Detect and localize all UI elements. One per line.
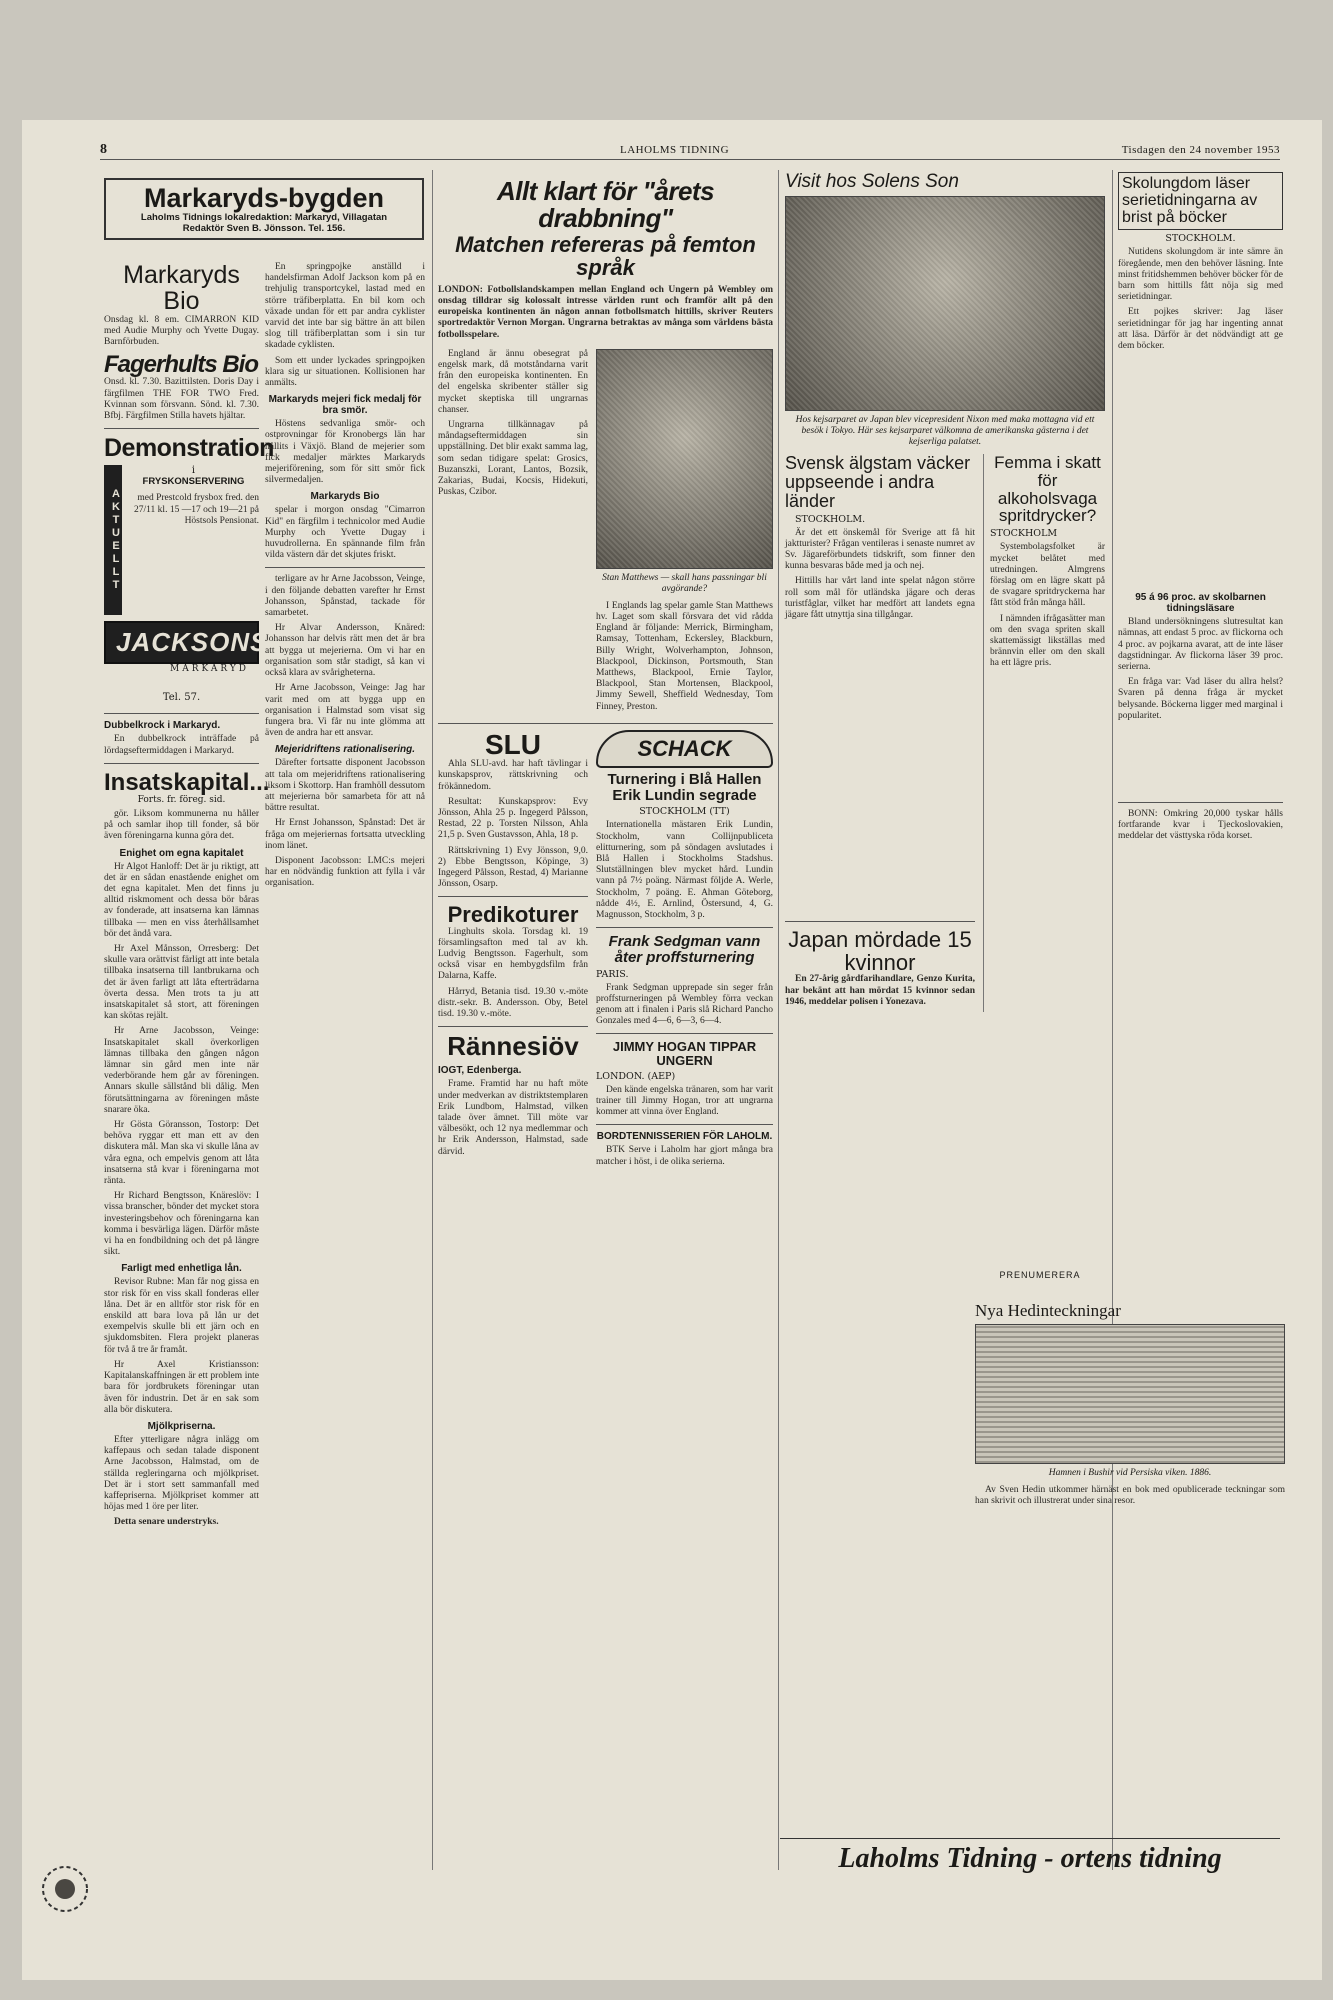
paragraph: gör. Liksom kommunerna nu håller på och samlar ihop till fonder, så bör även föreningarna kunna göra det.	[104, 808, 259, 842]
subheading: IOGT, Edenberga.	[438, 1065, 522, 1077]
paragraph: I Englands lag spelar gamle Stan Matthews hv. Laget som skall försvara det vid rådda England är följande: Merrick, Birmingham, Ramsay, Tottenham, Eckersley, Blackburn, Billy Wright, Wolverhampton, Johnson, Blackpool, Dickinson, Portsmouth, Stan Matthews, Blackpool, Ernie Taylor, Blackpool, Stan Mortensen, Blackpool, Jimmy Sewell, Sheffield Wednesday, Tom Finney, Preston.	[596, 600, 773, 712]
headline: Nya Hedinteckningar	[975, 1301, 1121, 1320]
subheading: 95 á 96 proc. av skolbarnen tidningsläsare	[1135, 592, 1266, 615]
cinema-title: Fagerhults Bio	[104, 351, 259, 379]
section-title: Markaryds-bygden	[143, 183, 385, 213]
subheading: Markaryds Bio	[310, 491, 380, 503]
divider	[104, 428, 259, 429]
paragraph: Hr Arne Jacobsson, Veinge: Insatskapitalet skall överkorligen lämnas tillbaka den gången någon lämnar sin gård men inte när vederbörande hem går av föreningen. Annars skulle sällstånd bli dålig. Men förutsättningarna av föreningen måste snarare öka.	[104, 1026, 259, 1115]
section-editor: Redaktör Sven B. Jönsson. Tel. 156.	[182, 223, 346, 235]
paragraph: terligare av hr Arne Jacobsson, Veinge, i den följande debatten varefter hr Ernst Johansson, Spånstad, tackade för samarbetet.	[265, 574, 425, 619]
dateline: STOCKHOLM	[990, 528, 1058, 540]
dateline: PARIS.	[596, 968, 629, 980]
column-rule	[432, 170, 433, 1870]
column-3	[438, 178, 773, 1868]
paragraph: I nämnden ifrågasätter man om den svaga spriten skall skattemässigt likställas med brännvin eller om den skall ha ett lägre pris.	[990, 613, 1105, 669]
paragraph: Ett pojkes skriver: Jag läser serietidningar för jag har ingenting annat att läsa. Därför är det nödvändigt att ge dem böcker.	[1118, 307, 1283, 352]
ad-phone: Tel. 57.	[162, 692, 201, 704]
photo-caption: Hamnen i Bushir vid Persiska viken. 1886.	[1048, 1467, 1212, 1478]
headline: Japan mördade 15 kvinnor	[788, 927, 972, 976]
subscribe-label: PRENUMERERA	[999, 1270, 1081, 1280]
ad-vertical-label: AKTUELLT	[104, 465, 122, 615]
paragraph: Internationella mästaren Erik Lundin, Stockholm, vann Collijnpubliceta elitturnering, som på söndagen avslutades i Blå Hallen i Stockholms Stadshus. Slutställningen blev mycket hård. Lundin vann på 7½ poäng. Närmast följde A. Werle, Stockholm, 7 poäng. E. Ahman Göteborg, nådde 4½, E. Arnlind, Östersund, 4, G. Magnusson, Stockholm, 3 p.	[596, 820, 773, 920]
paragraph: BTK Serve i Laholm har gjort många bra matcher i höst, i de olika serierna.	[596, 1145, 773, 1167]
divider	[104, 763, 259, 764]
subscribe-note	[975, 1270, 1105, 1290]
page-number: 8	[100, 142, 108, 157]
ink-stamp-icon	[36, 1860, 94, 1918]
section-header	[104, 178, 424, 240]
divider	[596, 1124, 773, 1125]
paragraph: Hr Alvar Andersson, Knäred: Johansson har delvis rätt men det är bra att bygga ut mejerierna. Om vi har en organisation som står stadigt, så kan vi också klara av svårigheterna.	[265, 623, 425, 679]
paragraph: Hr Richard Bengtsson, Knäreslöv: I vissa branscher, bönder det mycket stora investeringsbehov och föreningarna kan komma i besvärliga lägen. Därför måste vi ha en fondbildning och det på längre sikt.	[104, 1191, 259, 1258]
divider	[265, 567, 425, 568]
paragraph: En 27-årig gårdfarihandlare, Genzo Kurita, har bekänt att han mördat 15 kvinnor sedan 1946, meddelar polisen i Yonezava.	[785, 974, 975, 1007]
cinema-listing: Onsd. kl. 7.30. Bazittilsten. Doris Day i färgfilmen THE FOR TWO Fred. Kvinnan som försvann. Sönd. kl. 7.30. Bfbj. Färgfilmen Stilla havets hjältar.	[104, 377, 259, 421]
headline: Frank Sedgman vann åter proffsturnering	[608, 933, 761, 966]
paragraph: Hr Ernst Johansson, Spånstad: Det är fråga om mejeriernas fortsatta utveckling inom länet.	[265, 818, 425, 851]
paragraph: Frank Sedgman upprepade sin seger från proffsturneringen på Wembley förra veckan genom att i finalen i Paris slå Richard Pancho Gonzales med 4—6, 6—3, 6—4.	[596, 982, 773, 1027]
paragraph: Revisor Rubne: Man får nog gissa en stor risk för en viss skall fonderas eller låna. Det är en alltför stor risk för en enskild att bara lova på lån ur det exempelvis skulle bli ett järn och en sjukdomsbiten. Flera projekt planeras för två å tre år framåt.	[104, 1277, 259, 1355]
section-title: Predikoturer	[447, 902, 579, 928]
ad-title: Demonstration	[104, 434, 274, 463]
article-subtitle: Forts. fr. föreg. sid.	[137, 794, 226, 805]
paper-name: LAHOLMS TIDNING	[620, 144, 730, 156]
headline: Femma i skatt för alkoholsvaga spritdrycker?	[994, 452, 1101, 526]
paragraph: spelar i morgon onsdag "Cimarron Kid" en färgfilm i technicolor med Audie Murphy och Yvette Dugay i huvudrollerna. En spännande film från vilda västern där det skjutes friskt.	[265, 505, 425, 561]
jacksons-logo	[104, 621, 269, 664]
paragraph: Disponent Jacobsson: LMC:s mejeri har en nödvändig funktion att fylla i vår organisation.	[265, 855, 425, 889]
column-rule	[1112, 170, 1113, 1870]
masthead	[100, 142, 1280, 160]
dateline: LONDON:	[438, 284, 483, 295]
logo-subtext: MARKARYD	[104, 664, 259, 674]
paragraph: Ungrarna tillkännagav på måndagseftermiddagen sin uppställning. Det blir exakt samma lag, som sedan tidigare spelat: Grosics, Buzanszki, Lorant, Lantos, Bozsik, Zakarias, Budai, Kocsis, Hidekuti, Puskas, Czibor.	[438, 420, 588, 498]
section-subtitle: Laholms Tidnings lokalredaktion: Markaryd, Villagatan	[140, 212, 388, 224]
headline: Allt klart för "årets drabbning"	[496, 176, 715, 234]
section-title: Rännesiöv	[447, 1031, 579, 1062]
paragraph: Hr Algot Hanloff: Det är ju riktigt, att det är en sådan enastående enighet om det egna kapitalet. Men det finns ju alltid riskmoment och dessa bör båras av fonderade, att insatserna kan lämnas tillbaka — men en viss återhållsamhet bör det ändå vara.	[104, 861, 259, 939]
section-title: SLU	[485, 728, 541, 760]
divider	[438, 896, 588, 897]
news-text: En dubbelkrock inträffade på lördagseftermiddagen i Markaryd.	[104, 734, 259, 756]
paragraph: Linghults skola. Torsdag kl. 19 församlingsafton med tal av kh. Ludvig Bengtsson. Fagerhult, som också visar en hembygdsfilm från Dalarna, Kaffe.	[438, 926, 588, 982]
subheading: Mjölkpriserna.	[147, 1420, 216, 1432]
logo-text: JACKSONS	[116, 627, 269, 658]
paragraph: Hr Gösta Göransson, Tostorp: Det behöva ryggar ett man ett av den diskutera mål. Man ska vi skulle låna av våra egna, och empelvis genom att låta insatserna stå kvar i föreningarna mot ränta.	[104, 1120, 259, 1187]
paragraph: Nutidens skolungdom är inte sämre än föregående, men den behöver läsning. Inte minst fritidshemmen behöver böcker för de barn som hittills fått nöja sig med serietidningar.	[1118, 247, 1283, 303]
paragraph: Som ett under lyckades springpojken klara sig ur situationen. Kollisionen har anmälts.	[265, 355, 425, 389]
paragraph: Detta senare understryks.	[114, 1517, 219, 1528]
paragraph: Av Sven Hedin utkommer härnäst en bok med opublicerade teckningar som han skrivit och illustrerat under sina resor.	[975, 1484, 1285, 1507]
cinema-listing: Onsdag kl. 8 em. CIMARRON KID med Audie Murphy och Yvette Dugay. Barnförbuden.	[104, 314, 259, 347]
paragraph: En fråga var: Vad läser du allra helst? Svaren på denna fråga är mycket belysande. Böckerna ligger med marginal i popularitet.	[1118, 677, 1283, 721]
paragraph: England är ännu obesegrat på engelsk mark, då motståndarna varit från den europeiska kontinenten. En del engelska skribenter ställer sig mycket skeptiska till ungrarnas chanser.	[438, 348, 588, 415]
paragraph: Resultat: Kunskapsprov: Evy Jönsson, Ahla 25 p. Ingegerd Pålsson, Restad, 22 p. Torsten Nilsson, Ahla 21,5 p. Sven Gustavsson, Ahla, 18 p.	[438, 796, 588, 841]
article-title: Insatskapital...	[104, 768, 270, 796]
cinema-title: Markaryds Bio	[123, 261, 240, 316]
headline: Matchen refereras på femton språk	[455, 231, 756, 280]
paragraph: Hittills har vårt land inte spelat någon större roll som mål för utländska jägare och deras turistfåglar, vilket har medfört att landets egna jägare fått utnyttja sina tillgångar.	[785, 576, 975, 621]
headline: JIMMY HOGAN TIPPAR UNGERN	[612, 1039, 757, 1069]
issue-date: Tisdagen den 24 november 1953	[1121, 144, 1280, 156]
divider	[596, 1033, 773, 1034]
column-rule	[778, 170, 779, 1870]
divider	[785, 921, 975, 922]
subheading: Markaryds mejeri fick medalj för bra smör.	[268, 394, 422, 417]
headline: Turnering i Blå Hallen	[607, 770, 762, 788]
divider	[438, 723, 773, 724]
subheading: Enighet om egna kapitalet	[119, 847, 244, 859]
subheading: BORDTENNISSERIEN FÖR LAHOLM.	[596, 1131, 773, 1143]
paragraph: Efter ytterligare några inlägg om kaffepaus och sedan talade disponent Arne Jacobsson, Halmstad, om de ställda regleringarna och mjölkpriset. Det är i stort sett sammanfall med kaffepriserna. Mjölkpriset kommer att höjas med 1 öre per liter.	[104, 1434, 259, 1513]
ad-line: FRYSKONSERVERING	[142, 476, 245, 488]
column-2	[265, 262, 425, 1862]
paragraph: Hr Axel Kristiansson: Kapitalanskaffningen är ett problem inte bara för jordbrukets föreningar utan även för industrin. Det är en sak som alla bör diskutera.	[104, 1359, 259, 1415]
lead-text: Fotbollslandskampen mellan England och Ungern på Wembley om onsdag tilldrar sig kolossalt intresse världen runt och framför allt på den europeiska kontinenten än någon annan fotbollsmatch hittills, skriver Reuters sportredaktör Vernon Morgan. Ungrarna betraktas av många som världens bästa fotbollsspelare.	[438, 284, 773, 340]
divider	[104, 713, 259, 714]
news-headline: Dubbelkrock i Markaryd.	[104, 720, 221, 732]
imperial-visit-photo	[785, 196, 1105, 411]
photo-caption: Stan Matthews — skall hans passningar bli avgörande?	[602, 572, 767, 594]
dateline: STOCKHOLM (TT)	[639, 806, 730, 818]
paragraph: Den kände engelska tränaren, som har varit trainer till Jimmy Hogan, tror att ungrarna kommer att vinna över England.	[596, 1084, 773, 1118]
football-player-photo	[596, 349, 773, 569]
headline: Visit hos Solens Son	[785, 171, 959, 192]
headline: Skolungdom läser serietidningarna av brist på böcker	[1122, 175, 1258, 226]
divider	[1118, 802, 1283, 803]
headline: Svensk älgstam väcker uppseende i andra länder	[785, 452, 971, 511]
column-6	[1118, 172, 1283, 1832]
photo-caption: Hos kejsarparet av Japan blev vicepresident Nixon med maka mottagna vid ett besök i Tokyo. Här ses kejsarparet välkomna de amerikanska gästerna i det kejserliga palatset.	[795, 414, 1095, 447]
paragraph: Därefter fortsatte disponent Jacobsson att tala om mejeridriftens rationalisering liksom i Skottorp. Han framhöll dessutom att mejerierna bör samarbeta för att nå bättre resultat.	[265, 758, 425, 814]
paragraph: BONN: Omkring 20,000 tyskar hålls fortfarande kvar i Tjeckoslovakien, meddelar det västtyska röda korset.	[1118, 809, 1283, 842]
divider	[596, 927, 773, 928]
lead-paragraph	[438, 285, 773, 341]
dateline: STOCKHOLM.	[1165, 233, 1236, 245]
footer-banner: Laholms Tidning - ortens tidning	[780, 1838, 1280, 1880]
ad-line: med Prestcold frysbox fred. den 27/11 kl. 15 —17 och 19—21 på Höstsols Pensionat.	[134, 493, 259, 526]
paragraph: Frame. Framtid har nu haft möte under medverkan av distriktstemplaren Erik Lundbom, Halmstad, vilken talade över ämnet. Till möte var välbesökt, och 12 nya medlemmar och hr Erik Andersson, Halmstad, sade därvid.	[438, 1079, 588, 1157]
dateline: LONDON. (AEP)	[596, 1070, 676, 1082]
subheading: Farligt med enhetliga lån.	[121, 1263, 242, 1275]
paragraph: Är det ett önskemål för Sverige att få hit jaktturister? Frågan ventileras i senaste numret av Sv. Jägareförbundets tidskrift, som finner den kunna besvaras både med ja och nej.	[785, 527, 975, 572]
paragraph: Hr Arne Jacobsson, Veinge: Jag har varit med om att bygga upp en organisation i Halmstad som visat sig fungera bra. Vi får nu inte glömma att även de andra har ett ansvar.	[265, 683, 425, 739]
headline: Erik Lundin segrade	[612, 786, 757, 804]
paragraph: Höstens sedvanliga smör- och ostprovningar för Kronobergs län har hållits i Växjö. Bland de mejerier som fick medaljer märktes Markaryds mejeriförening, som för sitt smör fick silvermedaljen.	[265, 419, 425, 486]
paragraph: Bland undersökningens slutresultat kan nämnas, att endast 5 proc. av flickorna och 4 proc. av pojkarna avarat, att de inte läser dagstidningar. Av flickorna läser 39 proc. serierna.	[1118, 617, 1283, 673]
paragraph: Rättskrivning 1) Evy Jönsson, 9,0. 2) Ebbe Bengtsson, Köpinge, 3) Ingegerd Pålsson, Restad, 4) Marianne Jönsson, Osarp.	[438, 845, 588, 890]
paragraph: Hr Axel Månsson, Orresberg: Det skulle vara orättvist färligt att inte betala tillbaka insatserna till lantbrukarna och det är även farligt att låta efterträdarna överta dessa. Men trots ta ju att insatskapitalet så stort, att föreningen kan skötas rejält.	[104, 943, 259, 1022]
ad-line: i	[191, 465, 196, 477]
paragraph: En springpojke anställd i handelsfirman Adolf Jackson kom på en trehjulig transportcykel, lastad med en större träfiberplatta. En bil kom och växade undan för ett par andra cyklister varvid det inte bar sig bättre än att bilen slog till träfiberplattan som i sin tur skadade cyklisten.	[265, 262, 425, 351]
ad-body	[104, 465, 259, 615]
paragraph: Ahla SLU-avd. har haft tävlingar i kunskapsprov, rättskrivning och frökännedom.	[438, 759, 588, 792]
school-headline-box	[1118, 172, 1283, 230]
subheading: Mejeridriftens rationalisering.	[274, 744, 416, 756]
divider	[438, 1026, 588, 1027]
column-1-body	[104, 261, 274, 1862]
column-4	[785, 172, 1105, 1832]
chess-logo: SCHACK	[596, 730, 773, 768]
paragraph: Systembolagsfolket är mycket belåtet med utredningen. Almgrens förslag om en lägre skatt på de svagare spritdryckerna har fått stöd från många håll.	[990, 542, 1105, 609]
paragraph: Hårryd, Betania tisd. 19.30 v.-möte distr.-sekr. B. Andersson. Oby, Betel tisd. 19.30 v.-möte.	[438, 986, 588, 1019]
dateline: STOCKHOLM.	[795, 513, 866, 525]
